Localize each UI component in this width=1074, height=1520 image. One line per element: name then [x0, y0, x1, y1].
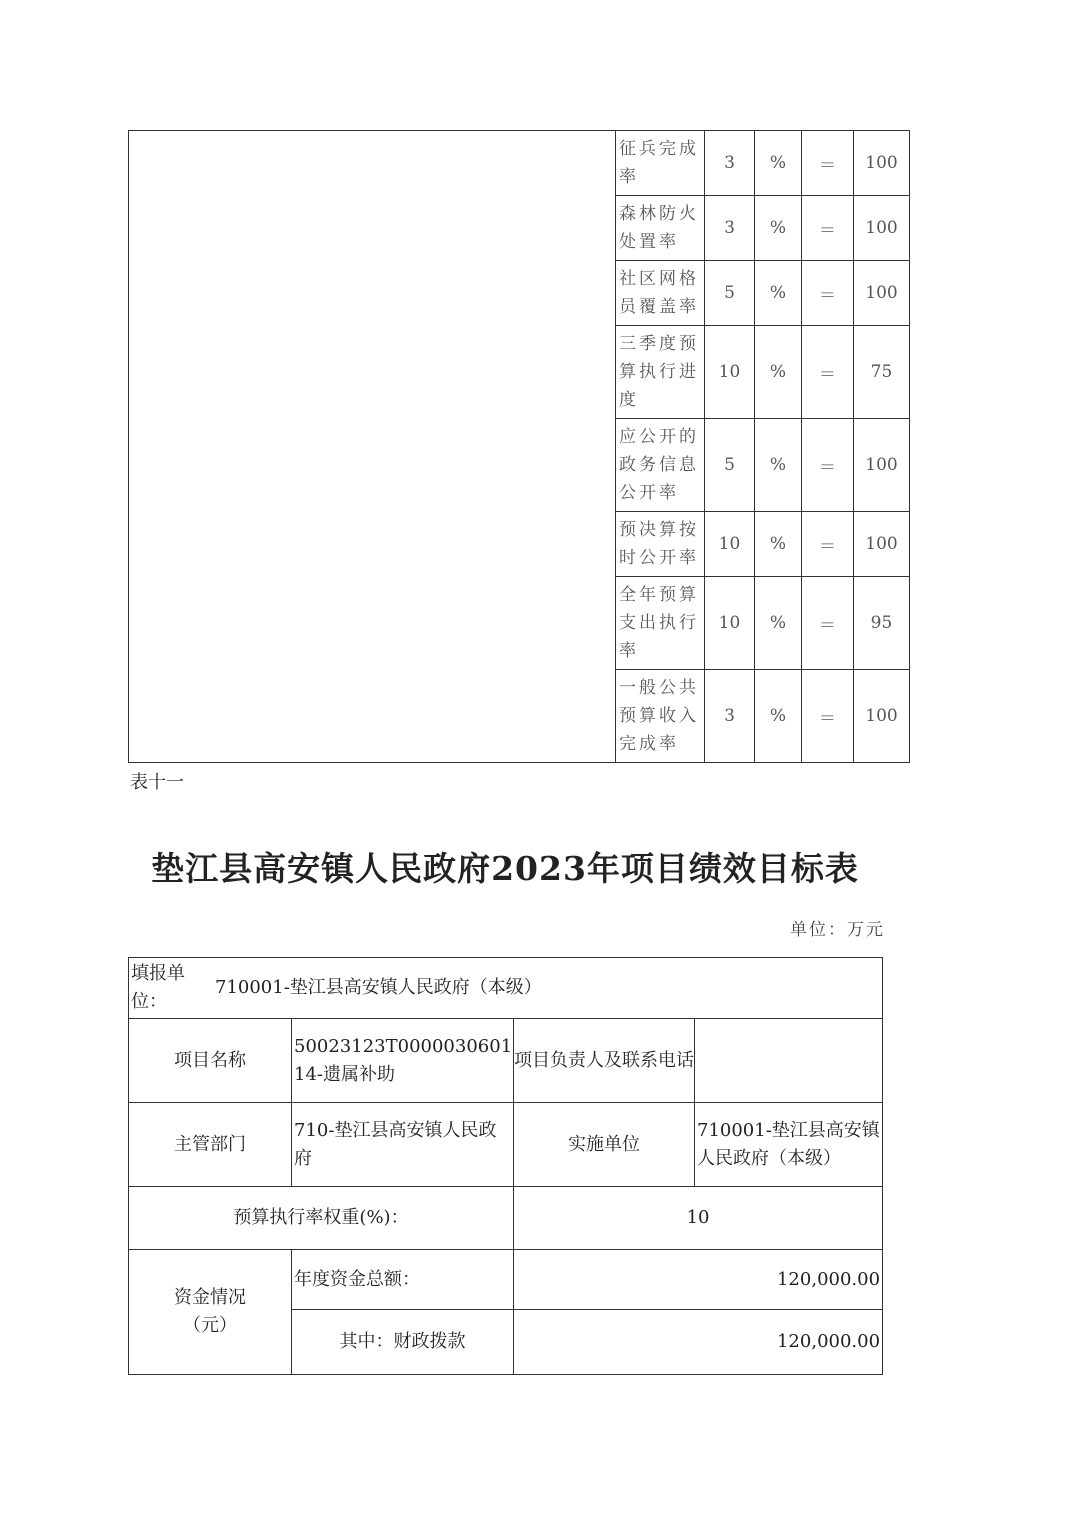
indicator-name: 应公开的政务信息公开率 [616, 419, 705, 512]
filler-label: 填报单位： [131, 963, 185, 1012]
indicator-unit: % [755, 131, 802, 196]
owner-label: 项目负责人及联系电话 [514, 1019, 695, 1103]
annual-label: 年度资金总额： [292, 1250, 514, 1310]
impl-value: 710001-垫江县高安镇人民政府（本级） [695, 1103, 883, 1187]
indicator-weight: 10 [705, 326, 755, 419]
indicator-name: 全年预算支出执行率 [616, 577, 705, 670]
dept-label: 主管部门 [129, 1103, 292, 1187]
unit-label: 单位：万元 [790, 920, 885, 940]
indicator-weight: 5 [705, 261, 755, 326]
indicator-weight: 3 [705, 196, 755, 261]
fiscal-label: 其中：财政拨款 [292, 1310, 514, 1375]
owner-value [695, 1019, 883, 1103]
indicator-unit: % [755, 577, 802, 670]
indicator-unit: % [755, 196, 802, 261]
indicator-target: 95 [854, 577, 910, 670]
indicator-weight: 10 [705, 577, 755, 670]
indicator-weight: 3 [705, 670, 755, 763]
indicator-weight: 3 [705, 131, 755, 196]
indicator-unit: % [755, 326, 802, 419]
rate-value: 10 [514, 1187, 883, 1250]
project-table [128, 957, 883, 1375]
indicator-operator: ＝ [802, 512, 854, 577]
indicator-operator: ＝ [802, 419, 854, 512]
indicator-table [128, 130, 910, 763]
indicator-operator: ＝ [802, 261, 854, 326]
indicator-target: 100 [854, 670, 910, 763]
page-title: 垫江县高安镇人民政府2023年项目绩效目标表 [151, 849, 859, 888]
filler-row [129, 958, 883, 1019]
indicator-name: 预决算按时公开率 [616, 512, 705, 577]
indicator-target: 100 [854, 419, 910, 512]
rate-label: 预算执行率权重(%)： [129, 1187, 514, 1250]
project-name-label: 项目名称 [129, 1019, 292, 1103]
indicator-name: 一般公共预算收入完成率 [616, 670, 705, 763]
indicator-operator: ＝ [802, 577, 854, 670]
table-number-label: 表十一 [130, 772, 184, 793]
indicator-weight: 5 [705, 419, 755, 512]
indicator-name: 三季度预算执行进度 [616, 326, 705, 419]
indicator-name: 社区网格员覆盖率 [616, 261, 705, 326]
indicator-operator: ＝ [802, 326, 854, 419]
project-name-value: 50023123T000003060114-遗属补助 [292, 1019, 514, 1103]
indicator-target: 75 [854, 326, 910, 419]
indicator-target: 100 [854, 196, 910, 261]
filler-value: 710001-垫江县高安镇人民政府（本级） [215, 977, 542, 998]
indicator-unit: % [755, 670, 802, 763]
indicator-target: 100 [854, 512, 910, 577]
indicator-target: 100 [854, 131, 910, 196]
indicator-operator: ＝ [802, 131, 854, 196]
indicator-name: 征兵完成率 [616, 131, 705, 196]
indicator-name: 森林防火处置率 [616, 196, 705, 261]
indicator-operator: ＝ [802, 670, 854, 763]
funds-label [129, 1250, 292, 1375]
indicator-unit: % [755, 512, 802, 577]
merged-blank-cell [129, 131, 616, 763]
funds-label-text: 资金情况（元） [174, 1287, 246, 1336]
indicator-operator: ＝ [802, 196, 854, 261]
indicator-weight: 10 [705, 512, 755, 577]
indicator-unit: % [755, 419, 802, 512]
indicator-unit: % [755, 261, 802, 326]
dept-value: 710-垫江县高安镇人民政府 [292, 1103, 514, 1187]
annual-value: 120,000.00 [514, 1250, 883, 1310]
impl-label: 实施单位 [514, 1103, 695, 1187]
fiscal-value: 120,000.00 [514, 1310, 883, 1375]
indicator-target: 100 [854, 261, 910, 326]
